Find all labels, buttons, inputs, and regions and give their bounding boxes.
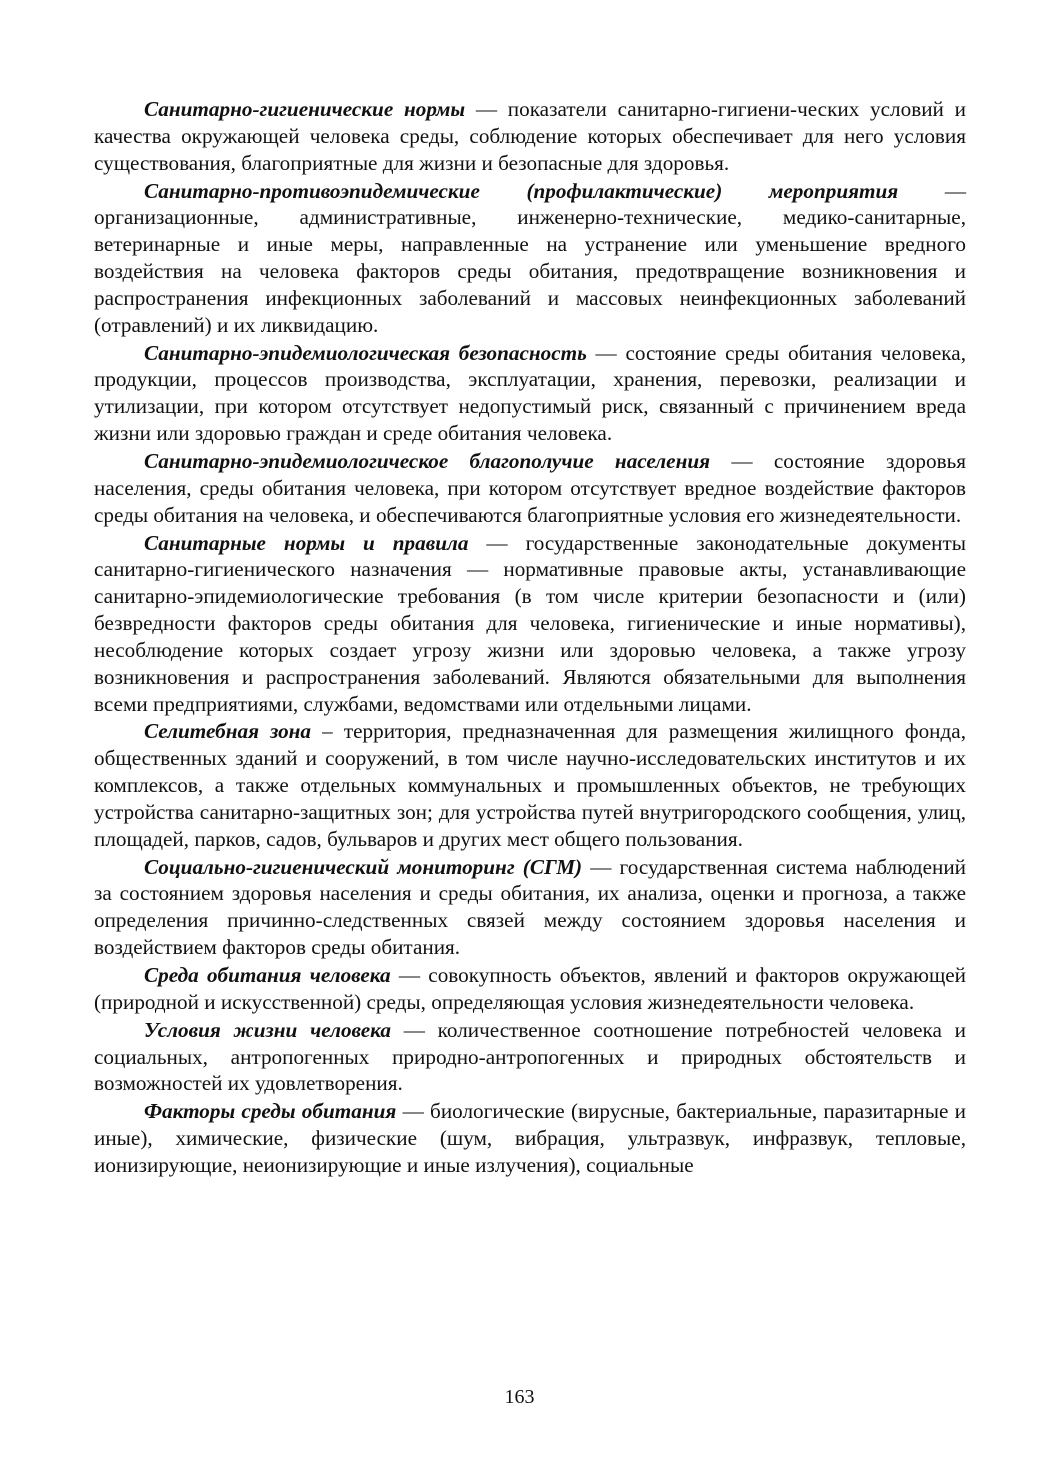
glossary-term: Санитарно-гигиенические нормы (144, 97, 466, 121)
glossary-definition: — показатели санитарно-гигиени-ческих условий и качества окружающей человека среды, соблюдение которых обеспечивает для него условия существования, благоприятные для жизни и безопасные для здоровья. (94, 97, 966, 175)
glossary-entry (94, 1098, 966, 1179)
glossary-term: Факторы среды обитания (144, 1099, 397, 1124)
glossary-entry (94, 962, 966, 1016)
glossary-term: Санитарные нормы и правила (144, 530, 469, 555)
glossary-definition: — биологические (вирусные, бактериальные, паразитарные и иные), химические, физические (шум, вибрация, ультразвук, инфразвук, тепловые, ионизирующие, неионизирующие и иные излучения), социальные (94, 1099, 966, 1177)
page-body (94, 96, 966, 1179)
glossary-term: Социально-гигиенический мониторинг (СГМ) (144, 854, 583, 879)
glossary-definition: — состояние здоровья населения, среды обитания человека, при котором отсутствует вредное воздействие факторов среды обитания на человека, и обеспечиваются благоприятные условия его жизнедеятельности. (94, 448, 966, 527)
glossary-entry (94, 530, 966, 718)
glossary-term: Санитарно-противоэпидемические (профилактические) мероприятия (144, 178, 899, 203)
glossary-entry (94, 718, 966, 852)
glossary-entry (94, 854, 966, 961)
glossary-entry (94, 178, 966, 339)
glossary-definition: — состояние среды обитания человека, продукции, процессов производства, эксплуатации, хранения, перевозки, реализации и утилизации, при котором отсутствует недопустимый риск, связанный с причинением вреда жизни или здоровью граждан и среде обитания человека. (94, 340, 966, 446)
glossary-definition: – территория, предназначенная для размещения жилищного фонда, общественных зданий и сооружений, в том числе научно-исследовательских институтов и их комплексов, а также отдельных коммунальных и промышленных объектов, не требующих устройства санитарно-защитных зон; для устройства путей внутригородского сообщения, улиц, площадей, парков, садов, бульваров и других мест общего пользования. (94, 719, 966, 851)
glossary-definition: — совокупность объектов, явлений и факторов окружающей (природной и искусственной) среды, определяющая условия жизнедеятельности человека. (94, 963, 966, 1014)
glossary-term: Санитарно-эпидемиологическое благополучие населения (144, 448, 711, 473)
glossary-entry (94, 96, 966, 177)
glossary-term: Селитебная зона (144, 719, 312, 744)
glossary-entry (94, 448, 966, 529)
glossary-term: Условия жизни человека (144, 1017, 391, 1042)
glossary-definition: — количественное соотношение потребностей человека и социальных, антропогенных природно-антропогенных и природных обстоятельств и возможностей их удовлетворения. (94, 1017, 966, 1096)
glossary-definition: — государственные законодательные документы санитарно-гигиенического назначения — нормативные правовые акты, устанавливающие санитарно-эпидемиологические требования (в том числе критерии безопасности и (или) безвредности факторов среды обитания для человека, гигиенические и иные нормативы), несоблюдение которых создает угрозу жизни или здоровью человека, а также угрозу возникновения и распространения заболеваний. Являются обязательными для выполнения всеми предприятиями, службами, ведомствами или отдельными лицами. (94, 530, 966, 716)
glossary-entry (94, 1017, 966, 1098)
glossary-term: Санитарно-эпидемиологическая безопасность (144, 340, 587, 365)
glossary-definition: — организационные, административные, инженерно-технические, медико-санитарные, ветеринарные и иные меры, направленные на устранение или уменьшение вредного воздействия на человека факторов среды обитания, предотвращение возникновения и распространения инфекционных заболеваний и массовых неинфекционных заболеваний (отравлений) и их ликвидацию. (94, 178, 967, 337)
glossary-definition: — государственная система наблюдений за состоянием здоровья населения и среды обитания, их анализа, оценки и прогноза, а также определения причинно-следственных связей между состоянием здоровья населения и воздействием факторов среды обитания. (94, 854, 966, 960)
glossary-entry (94, 340, 966, 447)
glossary-term: Среда обитания человека (144, 963, 391, 987)
page-number: 163 (504, 1386, 535, 1408)
